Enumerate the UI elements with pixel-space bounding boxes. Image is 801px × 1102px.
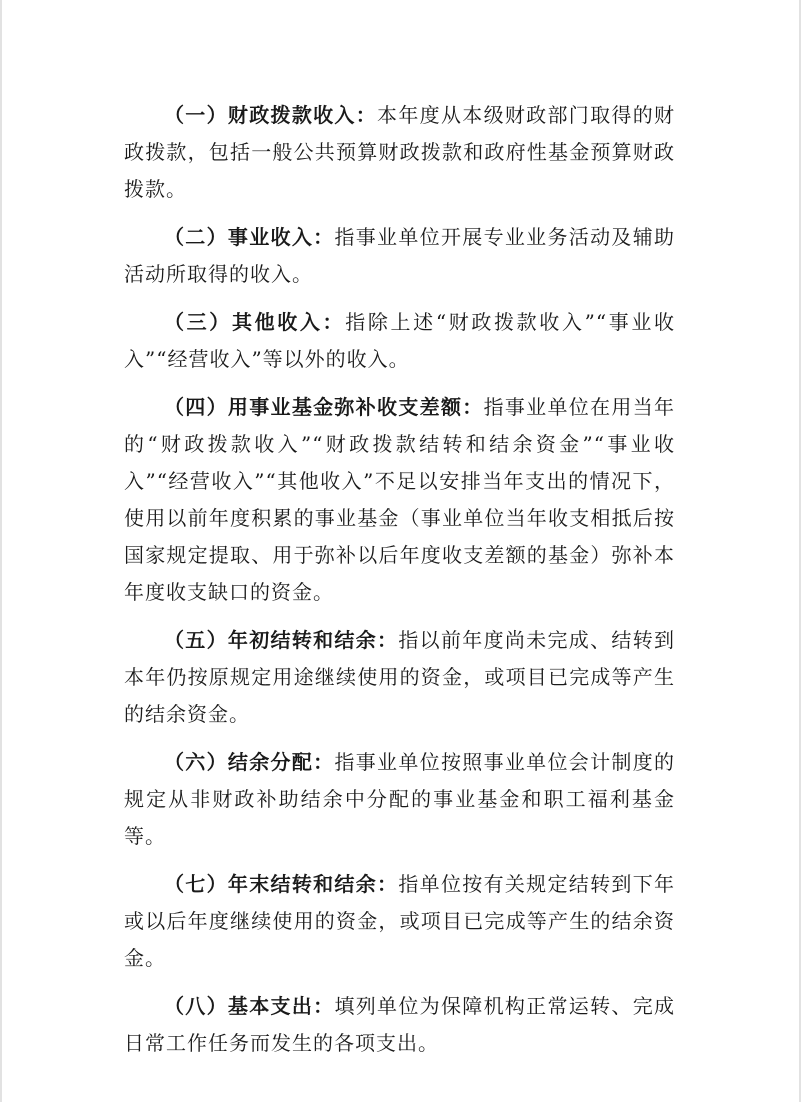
paragraph-fiscal-appropriation-income: [124, 97, 675, 208]
paragraph-surplus-distribution: [124, 744, 675, 855]
paragraph-closing-carryover: [124, 866, 675, 977]
paragraph-text: 本年度从本级财政部门取得的财政拨款，包括一般公共预算财政拨款和政府性基金预算财政拨款。: [124, 103, 676, 201]
paragraph-term: （三）其他收入：: [164, 310, 346, 334]
paragraph-text: 指除上述“财政拨款收入”“事业收入”“经营收入”等以外的收入。: [124, 310, 676, 371]
document-page: [124, 97, 675, 1073]
paragraph-text: 指事业单位开展专业业务活动及辅助活动所取得的收入。: [124, 225, 676, 286]
page-edge-left: [0, 0, 2, 1102]
paragraph-text: 填列单位为保障机构正常运转、完成日常工作任务而发生的各项支出。: [124, 994, 676, 1055]
paragraph-other-income: [124, 304, 675, 378]
paragraph-text: 指事业单位在用当年的“财政拨款收入”“财政拨款结转和结余资金”“事业收入”“经营收入”“其他收入”不足以安排当年支出的情况下，使用以前年度积累的事业基金（事业单位当年收支相抵后按国家规定提取、用于弥补以后年度收支差额的基金）弥补本年度收支缺口的资金。: [124, 395, 676, 604]
paragraph-term: （一）财政拨款收入：: [164, 103, 378, 127]
paragraph-business-fund-offset: [124, 389, 675, 611]
paragraph-term: （八）基本支出：: [164, 994, 335, 1018]
paragraph-term: （四）用事业基金弥补收支差额：: [164, 395, 484, 419]
paragraph-basic-expenditure: [124, 988, 675, 1062]
paragraph-term: （二）事业收入：: [164, 225, 335, 249]
paragraph-text: 指以前年度尚未完成、结转到本年仍按原规定用途继续使用的资金，或项目已完成等产生的结余资金。: [124, 628, 676, 726]
paragraph-term: （六）结余分配：: [164, 750, 335, 774]
paragraph-text: 指事业单位按照事业单位会计制度的规定从非财政补助结余中分配的事业基金和职工福利基金等。: [124, 750, 676, 848]
paragraph-opening-carryover: [124, 622, 675, 733]
paragraph-term: （五）年初结转和结余：: [164, 628, 399, 652]
paragraph-business-income: [124, 219, 675, 293]
paragraph-term: （七）年末结转和结余：: [164, 872, 399, 896]
paragraph-text: 指单位按有关规定结转到下年或以后年度继续使用的资金，或项目已完成等产生的结余资金。: [124, 872, 676, 970]
